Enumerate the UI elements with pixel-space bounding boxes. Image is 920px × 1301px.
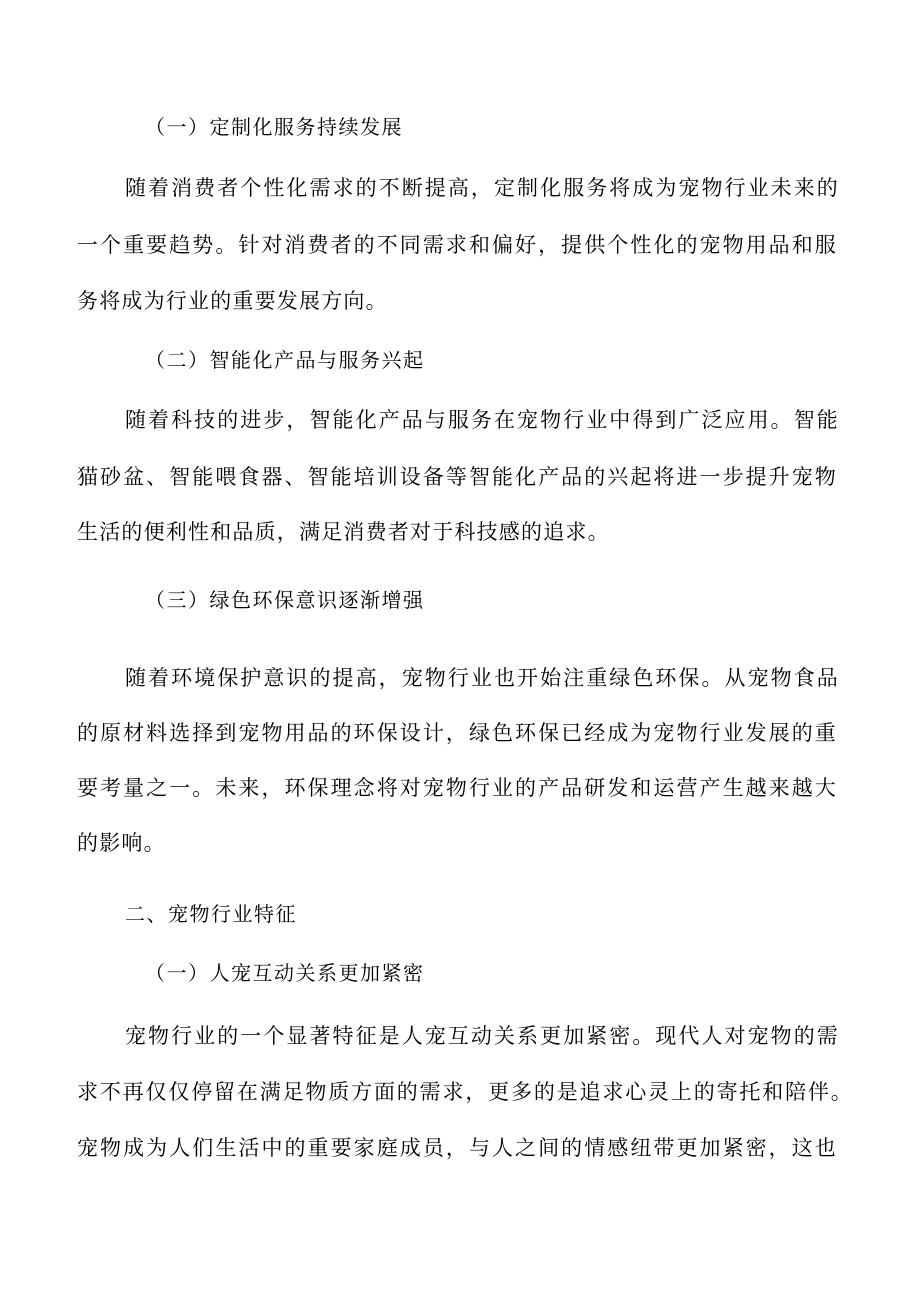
paragraph-line: 猫砂盆、智能喂食器、智能培训设备等智能化产品的兴起将进一步提升宠物 (77, 465, 837, 489)
section-heading-green: （三）绿色环保意识逐渐增强 (145, 588, 425, 612)
paragraph-line: 宠物成为人们生活中的重要家庭成员，与人之间的情感纽带更加紧密，这也 (77, 1136, 837, 1160)
paragraph-line: 随着消费者个性化需求的不断提高，定制化服务将成为宠物行业未来的 (125, 176, 839, 200)
section-heading-smart-products: （二）智能化产品与服务兴起 (145, 348, 425, 372)
paragraph-line: 务将成为行业的重要发展方向。 (77, 289, 388, 313)
paragraph-line: 生活的便利性和品质，满足消费者对于科技感的追求。 (77, 520, 610, 544)
paragraph-line: 求不再仅仅停留在满足物质方面的需求，更多的是追求心灵上的寄托和陪伴。 (77, 1080, 853, 1104)
paragraph-line: 随着环境保护意识的提高，宠物行业也开始注重绿色环保。从宠物食品 (125, 666, 839, 690)
paragraph-line: 要考量之一。未来，环保理念将对宠物行业的产品研发和运营产生越来越大 (77, 776, 837, 800)
paragraph-line: 一个重要趋势。针对消费者的不同需求和偏好，提供个性化的宠物用品和服 (77, 233, 837, 257)
chapter-heading: 二、宠物行业特征 (125, 902, 297, 926)
paragraph-line: 的影响。 (77, 831, 166, 855)
subsection-heading-interaction: （一）人宠互动关系更加紧密 (145, 961, 425, 985)
paragraph-line: 宠物行业的一个显著特征是人宠互动关系更加紧密。现代人对宠物的需 (125, 1024, 839, 1048)
paragraph-line: 的原材料选择到宠物用品的环保设计，绿色环保已经成为宠物行业发展的重 (77, 721, 837, 745)
section-heading-customization: （一）定制化服务持续发展 (145, 115, 403, 139)
paragraph-line: 随着科技的进步，智能化产品与服务在宠物行业中得到广泛应用。智能 (125, 408, 839, 432)
